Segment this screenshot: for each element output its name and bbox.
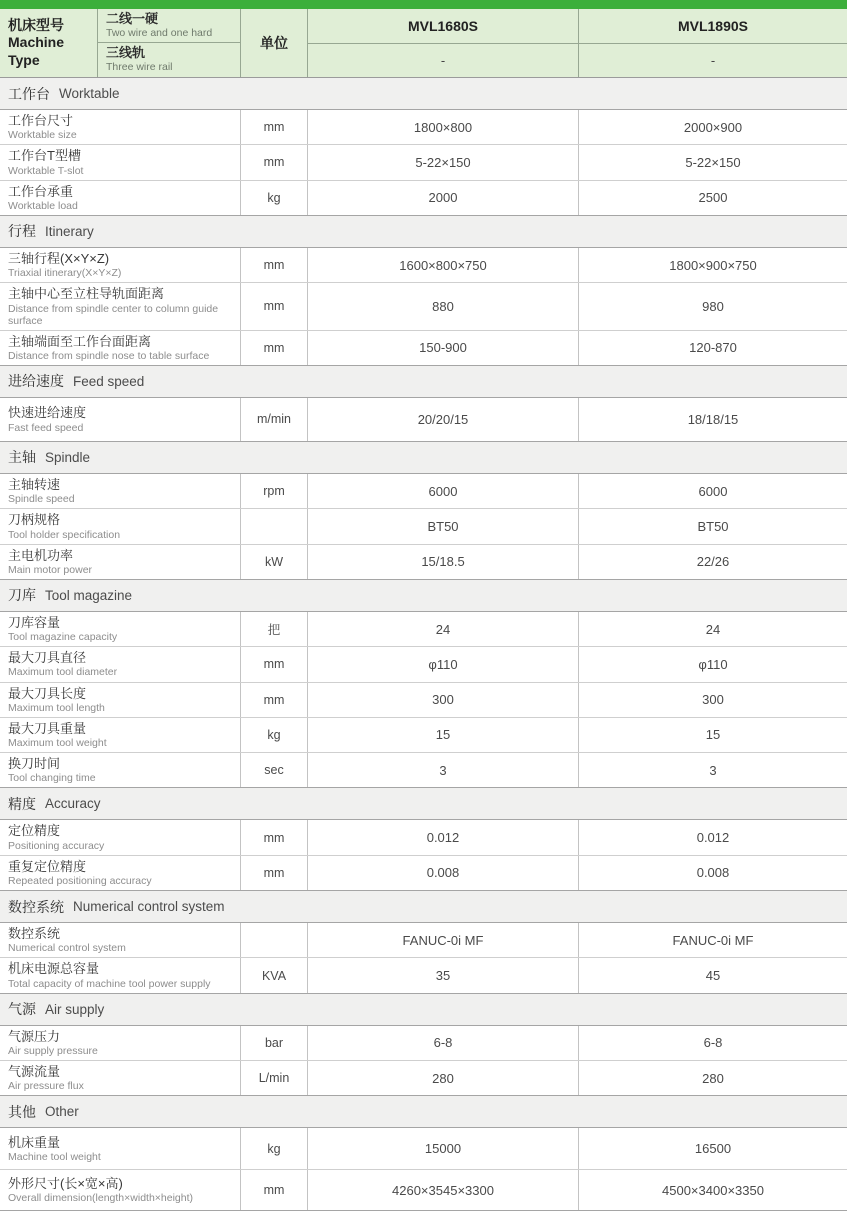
model-2-subrow <box>578 43 847 77</box>
spec-label-zh: 气源压力 <box>8 1028 61 1044</box>
section-title-zh: 刀库 <box>8 587 36 604</box>
spec-label-zh: 主轴转速 <box>8 476 61 492</box>
spec-row <box>0 180 847 215</box>
spec-label-zh: 快速进给速度 <box>8 405 87 421</box>
section-header-band <box>0 580 847 611</box>
spec-table-header <box>0 9 847 78</box>
spec-label-zh: 工作台承重 <box>8 183 74 199</box>
spec-value-model1: BT50 <box>307 509 578 543</box>
section-header-band <box>0 442 847 473</box>
section-title-en: Spindle <box>45 449 91 465</box>
spec-label-cell <box>0 474 240 508</box>
spec-row <box>0 682 847 717</box>
spec-label-cell <box>0 923 240 957</box>
spec-value-model2: 0.008 <box>578 856 847 890</box>
spec-label-zh: 最大刀具重量 <box>8 720 87 736</box>
spec-unit-cell: 把 <box>240 612 307 646</box>
model-2-name: MVL1890S <box>677 18 749 34</box>
spec-section <box>0 78 847 216</box>
section-header-band <box>0 78 847 109</box>
rail-option-1-cell <box>97 9 240 43</box>
section-header-band <box>0 994 847 1025</box>
model-1-subvalue: - <box>440 53 446 68</box>
section-title-en: Other <box>45 1104 79 1120</box>
spec-value-model1: 1600×800×750 <box>307 248 578 282</box>
spec-label-cell <box>0 856 240 890</box>
spec-label-zh: 机床电源总容量 <box>8 961 100 977</box>
spec-value-model2: 980 <box>578 283 847 329</box>
spec-section <box>0 1096 847 1211</box>
spec-row <box>0 957 847 992</box>
section-title-en: Numerical control system <box>73 899 225 915</box>
spec-value-model1: 35 <box>307 958 578 992</box>
model-1-name: MVL1680S <box>407 18 479 34</box>
spec-section <box>0 442 847 580</box>
spec-row <box>0 752 847 787</box>
spec-label-zh: 主轴中心至立柱导轨面距离 <box>8 286 165 302</box>
spec-unit-cell: bar <box>240 1026 307 1060</box>
spec-row <box>0 612 847 646</box>
spec-label-zh: 机床重量 <box>8 1134 61 1150</box>
spec-unit-cell: mm <box>240 683 307 717</box>
model-2-header <box>578 9 847 43</box>
spec-row <box>0 646 847 681</box>
spec-value-model2: 5-22×150 <box>578 145 847 179</box>
spec-label-cell <box>0 612 240 646</box>
spec-unit-cell: rpm <box>240 474 307 508</box>
spec-label-cell <box>0 248 240 282</box>
spec-label-en: Maximum tool weight <box>8 737 107 750</box>
spec-label-zh: 外形尺寸(长×宽×高) <box>8 1176 123 1192</box>
spec-value-model1: 300 <box>307 683 578 717</box>
spec-value-model2: 22/26 <box>578 545 847 579</box>
spec-label-cell <box>0 718 240 752</box>
spec-label-zh: 最大刀具长度 <box>8 685 87 701</box>
spec-value-model1: 280 <box>307 1061 578 1095</box>
spec-unit-cell: mm <box>240 820 307 854</box>
spec-row <box>0 398 847 441</box>
spec-label-cell <box>0 331 240 365</box>
spec-label-cell <box>0 1128 240 1169</box>
spec-unit-cell: mm <box>240 856 307 890</box>
spec-value-model2: 45 <box>578 958 847 992</box>
spec-label-cell <box>0 647 240 681</box>
rail-option-1-en: Two wire and one hard <box>106 26 213 39</box>
section-title-zh: 行程 <box>8 223 36 240</box>
spec-unit-cell: kg <box>240 181 307 215</box>
accent-top-bar <box>0 0 847 9</box>
spec-label-cell <box>0 145 240 179</box>
machine-type-label-zh: 机床型号 <box>8 16 64 33</box>
section-title-en: Tool magazine <box>45 587 133 603</box>
spec-label-cell <box>0 753 240 787</box>
spec-label-en: Tool magazine capacity <box>8 631 118 644</box>
spec-value-model2: 300 <box>578 683 847 717</box>
spec-value-model2: 1800×900×750 <box>578 248 847 282</box>
spec-row <box>0 508 847 543</box>
section-title-zh: 精度 <box>8 795 36 812</box>
section-title-zh: 主轴 <box>8 449 36 466</box>
spec-label-en: Maximum tool diameter <box>8 666 118 679</box>
spec-row <box>0 1169 847 1210</box>
spec-value-model1: 0.012 <box>307 820 578 854</box>
model-2-subvalue: - <box>710 53 716 68</box>
spec-label-en: Worktable T-slot <box>8 164 84 177</box>
spec-row <box>0 282 847 329</box>
spec-section <box>0 891 847 994</box>
spec-row <box>0 544 847 579</box>
spec-value-model1: 20/20/15 <box>307 398 578 441</box>
spec-row <box>0 1026 847 1060</box>
spec-value-model1: 880 <box>307 283 578 329</box>
spec-value-model1: 4260×3545×3300 <box>307 1170 578 1210</box>
spec-label-en: Worktable size <box>8 129 77 142</box>
spec-value-model1: 150-900 <box>307 331 578 365</box>
spec-label-en: Overall dimension(length×width×height) <box>8 1192 194 1205</box>
spec-label-cell <box>0 110 240 144</box>
spec-label-en: Positioning accuracy <box>8 839 105 852</box>
spec-unit-cell: kg <box>240 718 307 752</box>
spec-label-zh: 主电机功率 <box>8 547 74 563</box>
spec-unit-cell <box>240 509 307 543</box>
spec-value-model2: 0.012 <box>578 820 847 854</box>
spec-label-cell <box>0 509 240 543</box>
spec-unit-cell: mm <box>240 647 307 681</box>
spec-label-zh: 主轴端面至工作台面距离 <box>8 333 152 349</box>
spec-unit-cell: KVA <box>240 958 307 992</box>
section-rows-group <box>0 611 847 789</box>
spec-value-model2: BT50 <box>578 509 847 543</box>
spec-label-en: Maximum tool length <box>8 701 105 714</box>
machine-type-header-cell <box>0 9 97 77</box>
spec-value-model1: 3 <box>307 753 578 787</box>
spec-unit-cell: m/min <box>240 398 307 441</box>
spec-label-en: Numerical control system <box>8 942 126 955</box>
spec-unit-cell <box>240 923 307 957</box>
spec-value-model2: 18/18/15 <box>578 398 847 441</box>
spec-value-model1: 6000 <box>307 474 578 508</box>
section-title-en: Worktable <box>59 86 120 101</box>
section-header-band <box>0 891 847 922</box>
spec-section <box>0 216 847 366</box>
section-title-en: Itinerary <box>45 223 94 239</box>
spec-label-zh: 定位精度 <box>8 823 61 839</box>
section-rows-group <box>0 473 847 580</box>
spec-unit-cell: mm <box>240 145 307 179</box>
spec-row <box>0 144 847 179</box>
spec-row <box>0 820 847 854</box>
spec-label-en: Air pressure flux <box>8 1080 84 1093</box>
spec-label-zh: 最大刀具直径 <box>8 650 87 666</box>
spec-unit-cell: mm <box>240 331 307 365</box>
spec-label-zh: 工作台T型槽 <box>8 148 81 164</box>
spec-row <box>0 855 847 890</box>
spec-label-en: Worktable load <box>8 199 78 212</box>
spec-value-model1: 15000 <box>307 1128 578 1169</box>
section-rows-group <box>0 109 847 216</box>
spec-value-model1: 2000 <box>307 181 578 215</box>
model-1-subrow <box>307 43 578 77</box>
spec-label-en: Repeated positioning accuracy <box>8 875 152 887</box>
spec-value-model1: 1800×800 <box>307 110 578 144</box>
spec-label-cell <box>0 545 240 579</box>
section-rows-group <box>0 247 847 366</box>
section-title-zh: 气源 <box>8 1001 36 1018</box>
spec-value-model2: 6-8 <box>578 1026 847 1060</box>
spec-row <box>0 1060 847 1095</box>
spec-label-en: Tool changing time <box>8 772 96 785</box>
section-title-en: Air supply <box>45 1001 105 1017</box>
spec-label-en: Fast feed speed <box>8 421 84 434</box>
spec-value-model1: 15/18.5 <box>307 545 578 579</box>
spec-label-cell <box>0 820 240 854</box>
rail-option-2-cell <box>97 43 240 77</box>
spec-value-model2: 15 <box>578 718 847 752</box>
model-1-header <box>307 9 578 43</box>
section-rows-group <box>0 397 847 442</box>
section-rows-group <box>0 922 847 994</box>
spec-unit-cell: mm <box>240 1170 307 1210</box>
spec-unit-cell: kg <box>240 1128 307 1169</box>
spec-label-en: Main motor power <box>8 563 93 576</box>
spec-label-zh: 三轴行程(X×Y×Z) <box>8 250 110 266</box>
spec-row <box>0 248 847 282</box>
spec-label-cell <box>0 1061 240 1095</box>
spec-value-model1: 15 <box>307 718 578 752</box>
spec-label-cell <box>0 1170 240 1210</box>
spec-unit-cell: mm <box>240 248 307 282</box>
section-header-band <box>0 788 847 819</box>
spec-value-model1: FANUC-0i MF <box>307 923 578 957</box>
spec-label-en: Tool holder specification <box>8 528 121 541</box>
section-header-band <box>0 1096 847 1127</box>
spec-label-zh: 换刀时间 <box>8 756 61 772</box>
section-header-band <box>0 366 847 397</box>
section-title-zh: 其他 <box>8 1103 36 1120</box>
spec-section <box>0 366 847 442</box>
spec-value-model2: 24 <box>578 612 847 646</box>
spec-label-en: Distance from spindle center to column guide surface <box>8 302 219 327</box>
spec-label-en: Total capacity of machine tool power supply <box>8 977 211 990</box>
spec-section <box>0 788 847 891</box>
unit-label: 单位 <box>260 35 288 51</box>
spec-value-model2: FANUC-0i MF <box>578 923 847 957</box>
spec-label-cell <box>0 958 240 992</box>
rail-option-2-zh: 三线轨 <box>106 45 146 61</box>
spec-label-cell <box>0 1026 240 1060</box>
spec-label-zh: 刀柄规格 <box>8 512 61 528</box>
section-title-zh: 进给速度 <box>8 373 64 390</box>
rail-option-2-en: Three wire rail <box>106 61 173 74</box>
section-title-en: Feed speed <box>73 373 145 389</box>
spec-value-model2: 3 <box>578 753 847 787</box>
spec-label-en: Machine tool weight <box>8 1150 101 1163</box>
spec-label-en: Spindle speed <box>8 493 75 506</box>
spec-label-zh: 重复定位精度 <box>8 858 87 874</box>
section-rows-group <box>0 819 847 891</box>
spec-label-cell <box>0 398 240 441</box>
spec-value-model1: 0.008 <box>307 856 578 890</box>
spec-label-zh: 工作台尺寸 <box>8 113 74 128</box>
section-title-zh: 数控系统 <box>8 898 64 915</box>
spec-label-en: Air supply pressure <box>8 1044 98 1057</box>
spec-value-model2: 120-870 <box>578 331 847 365</box>
spec-value-model1: φ110 <box>307 647 578 681</box>
spec-value-model2: 2500 <box>578 181 847 215</box>
spec-unit-cell: sec <box>240 753 307 787</box>
spec-label-cell <box>0 283 240 329</box>
spec-value-model2: 6000 <box>578 474 847 508</box>
spec-label-en: Distance from spindle nose to table surface <box>8 349 210 362</box>
spec-section <box>0 580 847 789</box>
spec-section <box>0 994 847 1097</box>
spec-label-zh: 数控系统 <box>8 926 61 942</box>
section-title-en: Accuracy <box>45 796 101 812</box>
spec-row <box>0 110 847 144</box>
spec-value-model1: 24 <box>307 612 578 646</box>
spec-row <box>0 330 847 365</box>
unit-column-header <box>240 9 307 77</box>
spec-unit-cell: kW <box>240 545 307 579</box>
section-title-zh: 工作台 <box>8 85 50 102</box>
section-rows-group <box>0 1127 847 1211</box>
spec-row <box>0 717 847 752</box>
spec-unit-cell: L/min <box>240 1061 307 1095</box>
rail-option-1-zh: 二线一硬 <box>106 10 159 26</box>
spec-value-model2: φ110 <box>578 647 847 681</box>
spec-value-model2: 4500×3400×3350 <box>578 1170 847 1210</box>
machine-type-label-en: Machine Type <box>8 34 65 68</box>
spec-unit-cell: mm <box>240 110 307 144</box>
spec-sections-container <box>0 78 847 1211</box>
spec-row <box>0 1128 847 1169</box>
spec-label-en: Triaxial itinerary(X×Y×Z) <box>8 267 122 280</box>
spec-value-model1: 6-8 <box>307 1026 578 1060</box>
section-rows-group <box>0 1025 847 1097</box>
spec-value-model2: 280 <box>578 1061 847 1095</box>
spec-value-model2: 2000×900 <box>578 110 847 144</box>
spec-row <box>0 923 847 957</box>
spec-row <box>0 474 847 508</box>
spec-label-zh: 刀库容量 <box>8 614 61 630</box>
spec-label-zh: 气源流量 <box>8 1064 61 1079</box>
spec-value-model2: 16500 <box>578 1128 847 1169</box>
spec-unit-cell: mm <box>240 283 307 329</box>
spec-label-cell <box>0 683 240 717</box>
section-header-band <box>0 216 847 247</box>
spec-label-cell <box>0 181 240 215</box>
spec-value-model1: 5-22×150 <box>307 145 578 179</box>
